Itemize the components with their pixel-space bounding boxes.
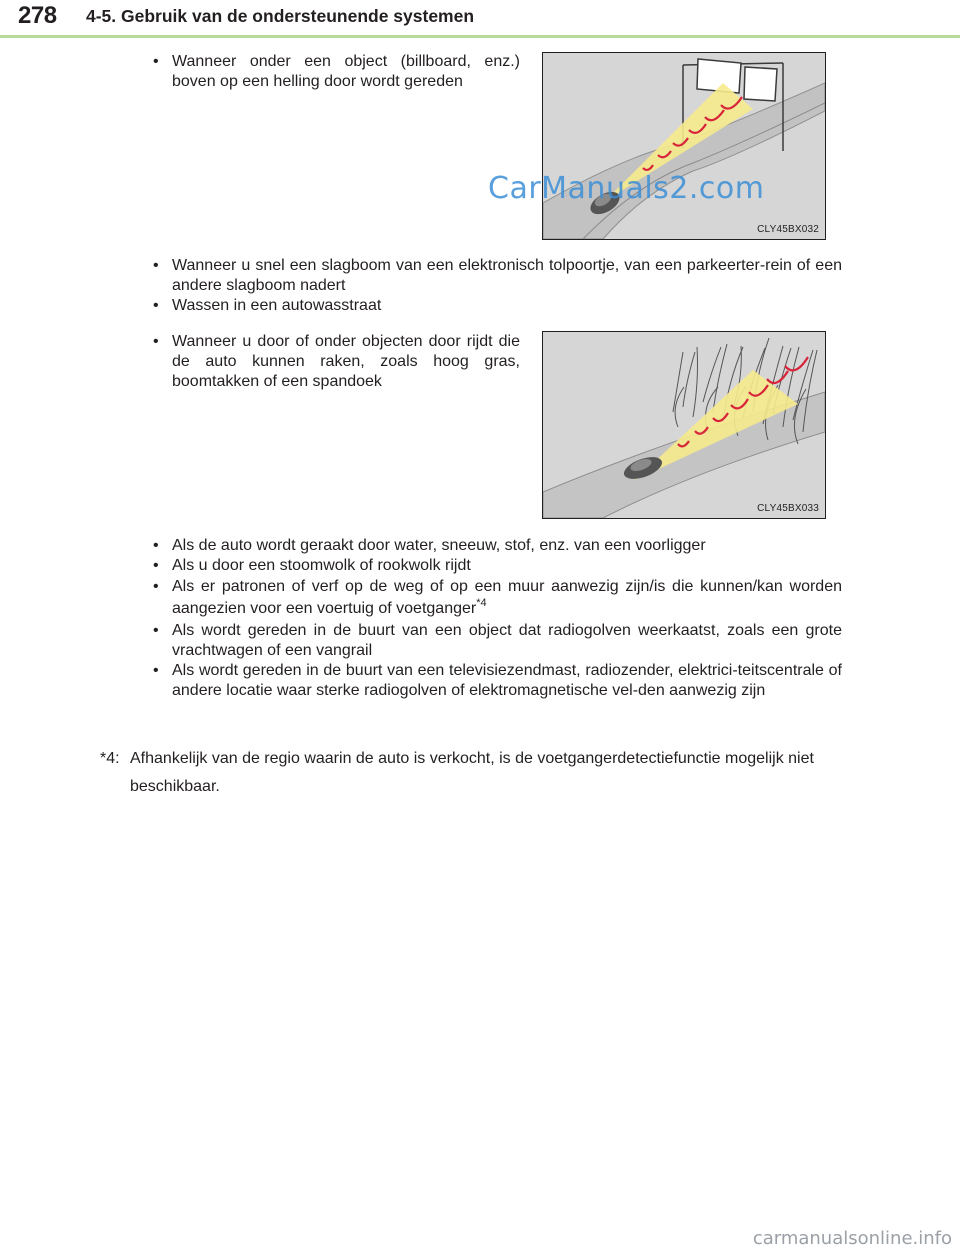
list-item: • Wanneer u door of onder objecten door rijdt die de auto kunnen raken, zoals hoog gras, boomtakken of een spandoek (153, 333, 520, 390)
page-header (0, 0, 960, 40)
footnote-reference: *4 (476, 597, 487, 609)
grass-illustration (543, 332, 825, 518)
watermark: CarManuals2.com (488, 171, 765, 206)
list-item: • Wanneer onder een object (billboard, enz.) boven op een helling door wordt gereden (153, 53, 520, 90)
bullet-icon: • (153, 622, 159, 639)
header-rule (0, 35, 960, 38)
section-title: 4-5. Gebruik van de ondersteunende systemen (86, 6, 475, 26)
bullet-icon: • (153, 662, 159, 679)
figure-code: CLY45BX033 (757, 503, 819, 514)
page-number: 278 (18, 2, 57, 29)
billboard-illustration (543, 53, 825, 239)
list-item: • Als u door een stoomwolk of rookwolk rijdt (153, 557, 471, 574)
bullet-icon: • (153, 297, 159, 314)
footnote-mark: *4: (100, 750, 120, 767)
bullet-icon: • (153, 578, 159, 595)
list-item: • Als er patronen of verf op de weg of op een muur aanwezig zijn/is die kunnen/kan worden aangezien voor een voertuig of voetganger$^{*4}$ (153, 578, 842, 617)
bullet-icon: • (153, 53, 159, 70)
footer-watermark: carmanualsonline.info (752, 1228, 952, 1249)
figure-code: CLY45BX032 (757, 224, 819, 235)
figure-billboard-slope (542, 52, 826, 240)
footnote-text: Afhankelijk van de regio waarin de auto is verkocht, is de voetgangerdetectiefunctie mogelijk niet beschikbaar. (130, 750, 814, 795)
bullet-icon: • (153, 557, 159, 574)
list-item: • Wanneer u snel een slagboom van een elektronisch tolpoortje, van een parkeerter-rein of een andere slagboom nadert (153, 257, 842, 294)
bullet-group-4 (146, 536, 842, 701)
bullet-group-2 (146, 256, 842, 316)
bullet-group-1 (146, 52, 520, 92)
bullet-group-3 (146, 332, 520, 392)
list-item: • Als wordt gereden in de buurt van een object dat radiogolven weerkaatst, zoals een grote vrachtwagen of een vangrail (153, 622, 842, 659)
list-item: • Wassen in een autowasstraat (153, 297, 382, 314)
figure-grass-branches (542, 331, 826, 519)
list-item: • Als de auto wordt geraakt door water, sneeuw, stof, enz. van een voorligger (153, 537, 706, 554)
bullet-icon: • (153, 537, 159, 554)
list-item: • Als wordt gereden in de buurt van een televisiezendmast, radiozender, elektrici-teitscentrale of andere locatie waar sterke radiogolven of elektromagnetische vel-den aanwezig zijn (153, 662, 842, 699)
bullet-icon: • (153, 257, 159, 274)
footnote (100, 745, 842, 801)
bullet-icon: • (153, 333, 159, 350)
